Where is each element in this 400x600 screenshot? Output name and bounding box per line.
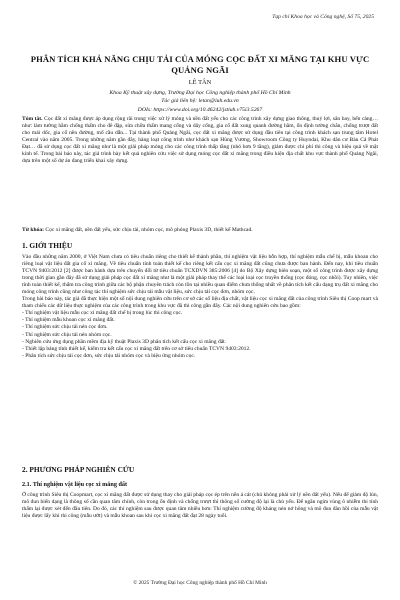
section-heading-methods: 2. PHƯƠNG PHÁP NGHIÊN CỨU [22, 465, 135, 474]
keywords-label: Từ khóa: [22, 227, 44, 233]
list-item: - Phân tích sức chịu tải cọc đơn, sức chịu tải nhóm cọc và hiệu ứng nhóm cọc. [22, 352, 196, 359]
subsection-heading: 2.1. Thí nghiệm vật liệu cọc xi măng đất [22, 481, 128, 488]
list-item: - Thí nghiệm sức chịu tải nén nhóm cọc. [22, 331, 112, 338]
abstract [22, 116, 378, 165]
intro-paragraph: Vào đầu những năm 2000, ở Việt Nam chưa có tiêu chuẩn riêng cho thiết kế thành phần, thí nghiệm vật liệu hỗn hợp, thí nghiệm mẫu chế bị, mẫu khoan cho riêng loại vật liệu đất gia cố xi măng. Về tiêu chuẩn tính toán thiết kế cho riêng kết cấu cọc xi măng đất cũng chưa được ban hành. Đến nay, khi tiêu chuẩn TCVN 9403:2012 [2] được ban hành dựa trên chuyển đổi từ tiêu chuẩn TCXDVN 385:2006 [4] do Bộ Xây dựng biên soạn, một số công trình được xây dựng trong thời gian gần đây đã sử dụng giải pháp cọc đất xi măng như là một giải pháp thay thế các loại loại cọc truyền thống (cọc đóng, cọc nhồi). Tuy nhiên, việc tính toán thiết kế, thẩm tra công trình giữa các bộ phận chuyên trách còn tồn tại nhiều quan điểm chưa thống nhất về phân tích kết cấu dạng trụ đất xi măng cho móng công trình cũng như công tác thí nghiệm sức chịu tải mẫu vật liệu, sức chịu tải cọc đơn, nhóm cọc. [22, 254, 378, 296]
methods-paragraph: Ở công trình Siêu thị Coopmart, cọc xi măng đất được sử dụng thay cho giải pháp cọc ép trên nền á cát (chủ không phải xử lý nền đất yếu). Nếu để giảm độ lún, mô đun biến dạng là thông số cần quan tâm chính, còn trong ổn định và chống trượt thì thông số cường độ lại là chủ yếu. Để ngăn ngừa vùng ô nhiễm thi tính thấm lại được xét đến đầu tiên. Do đó, các thí nghiệm sau được quan tâm nhiều hơn: Thí nghiệm cường độ kháng nén nở hông và mô đun đàn hồi của mẫu vật liệu được lấy khi thi công (mẫu ướt) và mẫu khoan sau khi cọc xi măng đất đạt 28 ngày tuổi. [22, 492, 378, 520]
contact-email: Tác giả liên hệ: letan@iuh.edu.vn [161, 98, 239, 104]
list-item: - Thí nghiệm sức chịu tải nén cọc đơn. [22, 324, 108, 331]
article-title: PHÂN TÍCH KHẢ NĂNG CHỊU TẢI CỦA MÓNG CỌC ĐẤT XI MĂNG TẠI KHU VỰC QUẢNG NGÃI [30, 54, 370, 75]
author-affiliation: Khoa Kỹ thuật xây dựng, Trường Đại học Công nghiệp thành phố Hồ Chí Minh [109, 90, 291, 96]
keywords-text: Cọc xi măng đất, nền đất yếu, sức chịu tải, nhóm cọc, mô phỏng Plaxis 3D, thiết kế Mathcad. [45, 227, 253, 233]
abstract-text: Cọc đất xi măng được áp dụng rộng rãi trong việc xử lý móng và nền đất yếu cho các công trình xây dựng giao thông, thuỷ lợi, sân bay, bến cảng…như: làm tường hầm chống thấm cho đê đập, sửa chữa thấm mang cống và dây cống, gia cố đất xung quanh đường hầm, ổn định tường chắn, chống trượt đất cho mái dốc, gia cố nền đường, mố cầu dẫn... Tại thành phố Quảng Ngãi, cọc đất xi măng được sử dụng đầu tiên tại công trình khách sạn trung tâm Hotel Central vào năm 2005. Trong những năm gần đây, hàng loạt công trình như khách sạn Hùng Vương, Showroom Công ty Huyndai, Khu dân cư Bàu Cả Phát Đạt… đã sử dụng cọc đất xi măng như là một giải pháp móng cho các công trình thấp tầng (nhỏ hơn 9 tầng), giảm được chi phí thi công và hiệu quả về mặt kinh tế. Trong bài báo này, tác giả trình bày kết quả nghiên cứu việc sử dụng móng cọc đất xi măng trong điều kiện địa chất khu vực thành phố Quảng Ngãi, dựa trên một số dự án đang triển khai xây dựng. [22, 116, 378, 165]
abstract-label: Tóm tắt. [22, 116, 43, 122]
author-name: LÊ TÂN [188, 79, 212, 86]
intro-paragraph: Trong bài báo này, tác giả đã thực hiện một số nội dung nghiên cứu trên cơ sở các số liệu địa chất, vật liệu cọc xi măng đất của công trình Siêu thị Coop mart và tham chiếu các dữ liệu thực nghiệm của các công trình trong khu vực đã thi công gần đây. Các nội dung nghiên cứu bao gồm: [22, 296, 378, 310]
introduction-body [22, 254, 378, 360]
list-item: - Thí nghiệm mẫu khoan cọc xi măng đất. [22, 317, 115, 324]
keywords [22, 227, 378, 234]
doi-link[interactable]: DOIs: https://www.doi.org/10.46242/jstiuh.v75i3.5267 [137, 107, 263, 113]
page-footer: © 2025 Trường Đại học Công nghiệp thành phố Hồ Chí Minh [133, 580, 267, 586]
list-item: - Nghiên cứu ứng dụng phần mềm địa kỹ thuật Plaxis 3D phân tích kết cấu cọc xi măng đất. [22, 338, 227, 345]
running-header: Tạp chí Khoa học và Công nghệ, Số 75, 2025 [272, 14, 374, 20]
section-heading-introduction: 1. GIỚI THIỆU [22, 241, 73, 250]
list-item: - Thí nghiệm vật liệu mẫu cọc xi măng đất chế bị trong lúc thi công cọc. [22, 310, 183, 317]
list-item: - Thiết lập bảng tính thiết kế, kiểm tra kết cấu cọc xi măng đất trên cơ sở tiêu chuẩn TCVN 9403:2012. [22, 345, 251, 352]
research-content-list [22, 310, 378, 359]
